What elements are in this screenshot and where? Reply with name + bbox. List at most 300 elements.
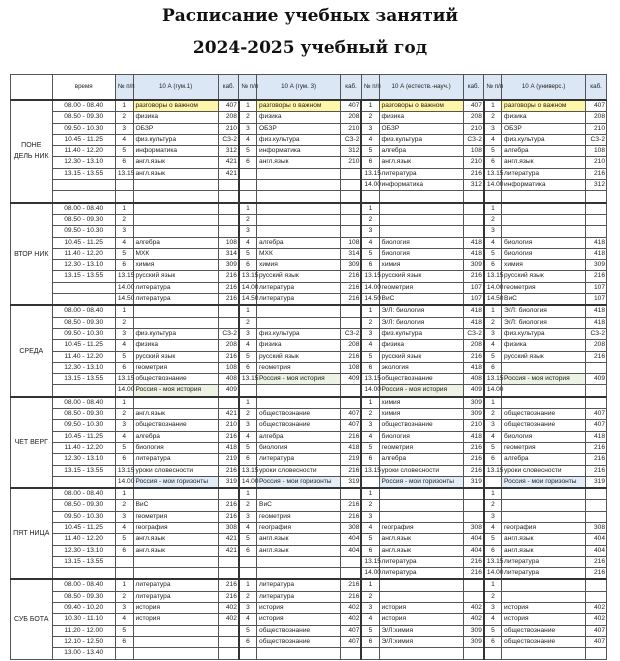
lesson-number: [115, 191, 133, 203]
room-number: 210: [463, 157, 484, 168]
subject: обществознание: [257, 420, 341, 431]
lesson-number: 3: [239, 226, 257, 237]
subject: англ.язык: [133, 409, 218, 420]
subject: Россия - моя история: [133, 385, 218, 397]
table-row: [11, 465, 607, 476]
lesson-number: 5: [484, 351, 502, 362]
lesson-number: 1: [115, 100, 133, 112]
table-row: [11, 420, 607, 431]
subject: русский язык: [133, 271, 218, 282]
room-number: 402: [586, 614, 607, 625]
lesson-number: 1: [484, 203, 502, 215]
lesson-time: 12.30 - 13.10: [52, 545, 115, 556]
subject: геометрия: [257, 362, 341, 373]
lesson-number: [239, 648, 257, 659]
room-number: [218, 180, 239, 191]
room-number: 210: [463, 123, 484, 134]
room-number: 108: [341, 237, 362, 248]
subject: история: [133, 614, 218, 625]
room-number: [463, 648, 484, 659]
subject: биология: [502, 248, 586, 259]
room-number: 208: [586, 340, 607, 351]
subject: химия: [133, 260, 218, 271]
room-number: 407: [586, 625, 607, 636]
room-number: 402: [218, 614, 239, 625]
room-number: [586, 511, 607, 522]
lesson-number: 2: [115, 409, 133, 420]
subject: [133, 636, 218, 647]
room-number: 404: [586, 534, 607, 545]
lesson-number: [361, 648, 379, 659]
table-row: [11, 409, 607, 420]
header-class-4: 10 А (универс.): [502, 75, 586, 101]
room-number: [586, 648, 607, 659]
lesson-number: 5: [484, 625, 502, 636]
lesson-number: 14.00: [484, 180, 502, 191]
room-number: СЗ-2: [341, 328, 362, 339]
subject: МХК: [133, 248, 218, 259]
lesson-number: 1: [239, 305, 257, 317]
room-number: [218, 556, 239, 567]
lesson-number: 14.00: [239, 476, 257, 488]
table-row: [11, 237, 607, 248]
lesson-time: 08.50 - 09.30: [52, 214, 115, 225]
lesson-number: 1: [239, 397, 257, 409]
subject: русский язык: [502, 271, 586, 282]
lesson-number: 3: [239, 328, 257, 339]
day-group: [11, 579, 607, 659]
lesson-time: 11.20 - 12.00: [52, 625, 115, 636]
room-number: 219: [218, 454, 239, 465]
room-number: 418: [463, 237, 484, 248]
lesson-number: 14.50: [239, 294, 257, 306]
subject: англ.язык: [257, 545, 341, 556]
subject: разговоры о важном: [502, 100, 586, 112]
subject: [133, 214, 218, 225]
room-number: [218, 317, 239, 328]
room-number: 216: [218, 579, 239, 591]
lesson-number: 2: [239, 409, 257, 420]
room-number: 407: [586, 409, 607, 420]
subject: ВиС: [379, 294, 463, 306]
lesson-number: 2: [115, 317, 133, 328]
room-number: [586, 488, 607, 500]
lesson-number: 5: [115, 351, 133, 362]
table-row: [11, 636, 607, 647]
lesson-time: 08.00 - 08.40: [52, 203, 115, 215]
room-number: 421: [218, 157, 239, 168]
header-class-3: 10 А (естеств.-науч.): [379, 75, 463, 101]
room-number: 216: [586, 454, 607, 465]
lesson-number: 2: [484, 409, 502, 420]
table-row: [11, 568, 607, 580]
lesson-time: 08.00 - 08.40: [52, 488, 115, 500]
subject: [379, 488, 463, 500]
subject: англ.язык: [502, 545, 586, 556]
room-number: 216: [463, 351, 484, 362]
room-number: 219: [341, 454, 362, 465]
room-number: [218, 191, 239, 203]
room-number: 418: [586, 305, 607, 317]
room-number: [218, 226, 239, 237]
subject: литература: [133, 294, 218, 306]
subject: [502, 203, 586, 215]
day-name: СУБ БОТА: [11, 579, 53, 659]
day-group: [11, 397, 607, 488]
subject: физ.культура: [257, 134, 341, 145]
lesson-number: 14.00: [239, 282, 257, 293]
subject: [257, 305, 341, 317]
lesson-number: 3: [115, 328, 133, 339]
table-row: [11, 603, 607, 614]
lesson-number: 4: [484, 431, 502, 442]
lesson-number: 1: [115, 579, 133, 591]
subject: биология: [379, 248, 463, 259]
lesson-number: 4: [361, 134, 379, 145]
lesson-time: 08.50 - 09.30: [52, 112, 115, 123]
subject: [257, 568, 341, 580]
subject: Россия - моя история: [257, 374, 341, 385]
lesson-number: [484, 191, 502, 203]
subject: уроки словесности: [502, 465, 586, 476]
lesson-number: 14.00: [484, 282, 502, 293]
subject: [133, 226, 218, 237]
room-number: [463, 488, 484, 500]
table-row: [11, 100, 607, 112]
lesson-number: 1: [484, 488, 502, 500]
lesson-number: 5: [361, 146, 379, 157]
room-number: 402: [218, 603, 239, 614]
subject: [133, 397, 218, 409]
schedule-table: [10, 74, 607, 660]
room-number: 216: [463, 271, 484, 282]
subject: алгебра: [133, 237, 218, 248]
lesson-time: 09.50 - 10.30: [52, 328, 115, 339]
lesson-number: 1: [484, 305, 502, 317]
room-number: [463, 203, 484, 215]
lesson-number: 1: [484, 100, 502, 112]
table-row: [11, 488, 607, 500]
subject: биология: [379, 431, 463, 442]
lesson-number: 3: [361, 420, 379, 431]
room-number: СЗ-2: [218, 328, 239, 339]
lesson-number: 13.15: [115, 271, 133, 282]
lesson-number: 14.00: [115, 385, 133, 397]
room-number: [586, 500, 607, 511]
lesson-number: 6: [115, 545, 133, 556]
room-number: 308: [218, 522, 239, 533]
room-number: 216: [586, 568, 607, 580]
lesson-number: 6: [239, 157, 257, 168]
lesson-number: 1: [115, 488, 133, 500]
lesson-time: 09.50 - 10.30: [52, 420, 115, 431]
lesson-number: 4: [239, 522, 257, 533]
subject: [257, 385, 341, 397]
room-number: [218, 648, 239, 659]
subject: биология: [379, 237, 463, 248]
subject: разговоры о важном: [133, 100, 218, 112]
room-number: 216: [341, 351, 362, 362]
lesson-number: 5: [484, 146, 502, 157]
room-number: 309: [463, 625, 484, 636]
subject: физ.культура: [379, 134, 463, 145]
subject: Россия - мои горизонты: [502, 476, 586, 488]
subject: [502, 362, 586, 373]
subject: алгебра: [257, 431, 341, 442]
subject: биология: [257, 442, 341, 453]
lesson-number: 4: [484, 237, 502, 248]
lesson-number: 14.50: [484, 294, 502, 306]
subject: [502, 226, 586, 237]
subject: ОБЗР: [257, 123, 341, 134]
header-room: каб.: [586, 75, 607, 101]
lesson-number: 3: [361, 603, 379, 614]
lesson-number: 13.15: [361, 168, 379, 179]
day-name: ЧЕТ ВЕРГ: [11, 397, 53, 488]
day-group: [11, 488, 607, 579]
lesson-number: [115, 180, 133, 191]
subject: русский язык: [257, 271, 341, 282]
day-name: ПЯТ НИЦА: [11, 488, 53, 579]
subject: Э/Л: биология: [379, 305, 463, 317]
subject: [257, 214, 341, 225]
subject: англ.язык: [379, 534, 463, 545]
subject: Россия - мои горизонты: [133, 476, 218, 488]
header-class-1: 10 А (гум.1): [133, 75, 218, 101]
lesson-time: [52, 476, 115, 488]
subject: [133, 488, 218, 500]
lesson-number: 2: [239, 112, 257, 123]
subject: [133, 317, 218, 328]
subject: алгебра: [257, 237, 341, 248]
lesson-number: 6: [361, 157, 379, 168]
lesson-number: 5: [115, 248, 133, 259]
subject: физика: [257, 340, 341, 351]
lesson-number: 2: [239, 317, 257, 328]
lesson-time: 13.15 - 13.55: [52, 374, 115, 385]
lesson-number: 6: [484, 636, 502, 647]
subject: литература: [133, 591, 218, 602]
subject: физика: [502, 340, 586, 351]
lesson-time: 08.00 - 08.40: [52, 305, 115, 317]
lesson-number: 1: [484, 579, 502, 591]
lesson-number: 3: [239, 603, 257, 614]
subject: [257, 488, 341, 500]
subject: обществознание: [257, 409, 341, 420]
room-number: 210: [586, 157, 607, 168]
lesson-number: 6: [115, 362, 133, 373]
subject: физ.культура: [379, 328, 463, 339]
subject: англ.язык: [379, 545, 463, 556]
subject: история: [379, 603, 463, 614]
subject: [502, 500, 586, 511]
lesson-number: 14.00: [484, 568, 502, 580]
table-row: [11, 648, 607, 659]
lesson-number: 5: [361, 442, 379, 453]
room-number: 216: [218, 271, 239, 282]
room-number: 421: [218, 409, 239, 420]
lesson-number: 4: [484, 614, 502, 625]
lesson-number: 3: [239, 123, 257, 134]
room-number: 309: [463, 636, 484, 647]
table-row: [11, 591, 607, 602]
lesson-number: 1: [239, 488, 257, 500]
lesson-number: 1: [361, 397, 379, 409]
lesson-number: 2: [361, 112, 379, 123]
subject: [133, 568, 218, 580]
subject: разговоры о важном: [379, 100, 463, 112]
room-number: 418: [218, 442, 239, 453]
subject: химия: [502, 260, 586, 271]
lesson-number: 3: [115, 511, 133, 522]
room-number: 407: [341, 625, 362, 636]
subject: Россия - моя история: [502, 374, 586, 385]
room-number: [586, 397, 607, 409]
subject: информатика: [257, 146, 341, 157]
lesson-number: 1: [361, 579, 379, 591]
lesson-number: 6: [484, 157, 502, 168]
room-number: [586, 385, 607, 397]
lesson-number: 13.15: [361, 465, 379, 476]
subject: физ.культура: [133, 134, 218, 145]
subject: русский язык: [379, 351, 463, 362]
table-row: [11, 248, 607, 259]
subject: литература: [257, 294, 341, 306]
room-number: 308: [463, 522, 484, 533]
lesson-number: 1: [239, 579, 257, 591]
subject: история: [257, 614, 341, 625]
subject: уроки словесности: [379, 465, 463, 476]
room-number: 418: [586, 431, 607, 442]
lesson-number: 6: [484, 545, 502, 556]
subject: [502, 511, 586, 522]
subject: [133, 648, 218, 659]
subject: ВиС: [502, 294, 586, 306]
room-number: 418: [463, 248, 484, 259]
lesson-number: 5: [239, 248, 257, 259]
table-row: [11, 214, 607, 225]
room-number: 107: [463, 294, 484, 306]
lesson-number: 3: [115, 226, 133, 237]
table-row: [11, 625, 607, 636]
room-number: 402: [341, 614, 362, 625]
lesson-number: 3: [239, 420, 257, 431]
subject: разговоры о важном: [257, 100, 341, 112]
subject: англ.язык: [133, 157, 218, 168]
room-number: [218, 625, 239, 636]
subject: биология: [502, 431, 586, 442]
subject: ОБЗР: [133, 123, 218, 134]
lesson-number: 4: [115, 614, 133, 625]
room-number: 216: [218, 351, 239, 362]
subject: [133, 625, 218, 636]
room-number: 402: [586, 603, 607, 614]
room-number: [463, 591, 484, 602]
lesson-number: 4: [484, 134, 502, 145]
subject: литература: [257, 579, 341, 591]
room-number: [341, 180, 362, 191]
room-number: 404: [463, 534, 484, 545]
subject: [502, 591, 586, 602]
lesson-number: 4: [115, 237, 133, 248]
lesson-number: 3: [484, 511, 502, 522]
subject: обществознание: [502, 409, 586, 420]
subject: алгебра: [133, 431, 218, 442]
room-number: 216: [341, 579, 362, 591]
subject: физ.культура: [502, 328, 586, 339]
lesson-time: 13.00 - 13.40: [52, 648, 115, 659]
table-row: [11, 374, 607, 385]
page-subtitle: 2024-2025 учебный год: [192, 38, 428, 58]
lesson-number: 2: [115, 591, 133, 602]
subject: [379, 226, 463, 237]
subject: физика: [257, 112, 341, 123]
lesson-number: 6: [361, 260, 379, 271]
room-number: 404: [586, 545, 607, 556]
subject: [502, 214, 586, 225]
lesson-time: 09.50 - 10.30: [52, 226, 115, 237]
subject: Э/Л: биология: [379, 317, 463, 328]
subject: литература: [379, 168, 463, 179]
lesson-number: 4: [484, 522, 502, 533]
table-row: [11, 340, 607, 351]
room-number: 409: [463, 385, 484, 397]
lesson-number: [239, 168, 257, 179]
subject: Э/Л: биология: [502, 317, 586, 328]
day-group: [11, 203, 607, 306]
table-row: [11, 180, 607, 191]
lesson-time: 11.40 - 12.20: [52, 442, 115, 453]
room-number: 314: [341, 248, 362, 259]
table-row: [11, 191, 607, 203]
room-number: 216: [586, 351, 607, 362]
subject: обществознание: [257, 636, 341, 647]
room-number: 402: [341, 603, 362, 614]
lesson-number: [484, 476, 502, 488]
lesson-number: 4: [115, 431, 133, 442]
lesson-number: 6: [361, 454, 379, 465]
subject: англ.язык: [133, 168, 218, 179]
subject: литература: [133, 579, 218, 591]
lesson-number: 3: [239, 511, 257, 522]
subject: [379, 500, 463, 511]
room-number: 418: [463, 317, 484, 328]
subject: [133, 305, 218, 317]
room-number: 407: [341, 420, 362, 431]
room-number: СЗ-2: [218, 134, 239, 145]
subject: англ.язык: [257, 534, 341, 545]
room-number: 418: [463, 305, 484, 317]
lesson-number: 4: [361, 431, 379, 442]
lesson-time: 13.15 - 13.55: [52, 465, 115, 476]
subject: уроки словесности: [257, 465, 341, 476]
lesson-time: 10.45 - 11.25: [52, 431, 115, 442]
subject: [133, 180, 218, 191]
room-number: 108: [463, 146, 484, 157]
room-number: [218, 305, 239, 317]
day-name: ВТОР НИК: [11, 203, 53, 306]
room-number: 107: [586, 282, 607, 293]
subject: геометрия: [133, 511, 218, 522]
table-row: [11, 454, 607, 465]
subject: экология: [379, 362, 463, 373]
room-number: [218, 397, 239, 409]
table-row: [11, 112, 607, 123]
subject: биология: [502, 237, 586, 248]
lesson-number: 6: [115, 157, 133, 168]
subject: [257, 168, 341, 179]
subject: русский язык: [257, 351, 341, 362]
